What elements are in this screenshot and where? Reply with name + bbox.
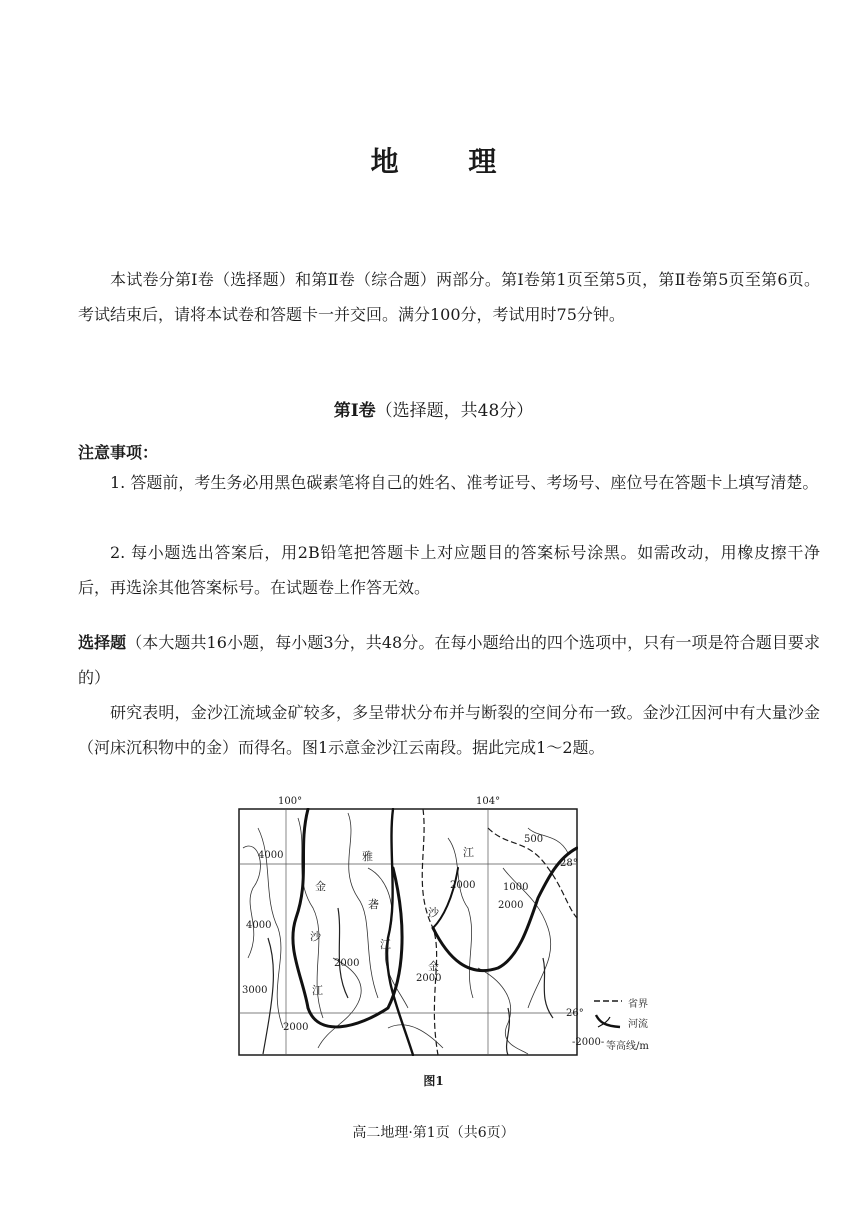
contour-label: 2000: [283, 1022, 309, 1033]
legend-province-label: 省界: [628, 999, 648, 1010]
contour-label: 4000: [246, 920, 272, 931]
jinsha-river-map: [238, 796, 584, 1056]
contour-label: 2000: [334, 958, 360, 969]
choice-label: 选择题: [78, 633, 127, 652]
river-name-char: 金: [428, 960, 439, 973]
section-heading: [0, 396, 867, 421]
map-svg: [238, 808, 578, 1056]
river-name-char: 雅: [362, 850, 373, 863]
river-name-char: 沙: [428, 906, 439, 919]
river-name-char: 沙: [310, 930, 321, 943]
notes-heading: 注意事项：: [78, 443, 159, 462]
legend-contour-label: 等高线/m: [606, 1041, 649, 1052]
river-name-char: 江: [463, 846, 474, 859]
choice-detail: （本大题共16小题，每小题3分，共48分。在每小题给出的四个选项中，只有一项是符合题目要求的）: [78, 633, 820, 687]
question-passage: 研究表明，金沙江流域金矿较多，多呈带状分布并与断裂的空间分布一致。金沙江因河中有大量沙金（河床沉积物中的金）而得名。图1示意金沙江云南段。据此完成1～2题。: [78, 703, 820, 757]
river-name-char: 江: [380, 938, 391, 951]
contour-label: 3000: [242, 985, 268, 996]
page-title: 地 理: [370, 145, 527, 178]
figure-caption: 图1: [423, 1074, 444, 1088]
contour-label: 500: [524, 834, 544, 845]
lat-label-28: 28°: [560, 858, 578, 869]
province-boundary-symbol: [592, 993, 624, 1009]
river-tributary: [433, 868, 458, 928]
contour-label: 2000: [498, 900, 524, 911]
note-item-1: 1. 答题前，考生务必用黑色碳素笔将自己的姓名、准考证号、考场号、座位号在答题卡上填写清楚。: [110, 473, 819, 492]
contour-label: 2000: [450, 880, 476, 891]
legend-province: [592, 993, 712, 1011]
river-yalong: [387, 809, 413, 1055]
river-name-char: 江: [312, 984, 323, 997]
contour-label: 1000: [503, 882, 529, 893]
section-label: 第Ⅰ卷: [333, 401, 376, 421]
lon-label-100: 100°: [278, 796, 303, 807]
legend-river-label: 河流: [628, 1019, 648, 1030]
lon-label-104: 104°: [476, 796, 501, 807]
legend-contour-sample: -2000-: [572, 1037, 605, 1048]
legend-river: [592, 1013, 712, 1031]
choice-instructions: [78, 625, 820, 695]
exam-intro: 本试卷分第Ⅰ卷（选择题）和第Ⅱ卷（综合题）两部分。第Ⅰ卷第1页至第5页，第Ⅱ卷第5页至第6页。考试结束后，请将本试卷和答题卡一并交回。满分100分，考试用时75分钟。: [78, 270, 820, 324]
lat-label-26: 26°: [566, 1008, 584, 1019]
river-symbol: [592, 1013, 624, 1029]
river-jinsha-west: [293, 809, 402, 1027]
note-item-2: 2. 每小题选出答案后，用2B铅笔把答题卡上对应题目的答案标号涂黑。如需改动，用橡皮擦干净后，再选涂其他答案标号。在试题卷上作答无效。: [78, 543, 820, 597]
section-detail: （选择题，共48分）: [375, 401, 534, 421]
river-name-char: 砻: [368, 898, 379, 911]
contour-label: 4000: [258, 850, 284, 861]
contour-label: 2000: [416, 973, 442, 984]
legend-contour: [572, 1035, 712, 1053]
river-name-char: 金: [315, 880, 326, 893]
page-footer: 高二地理·第1页（共6页）: [352, 1125, 515, 1141]
